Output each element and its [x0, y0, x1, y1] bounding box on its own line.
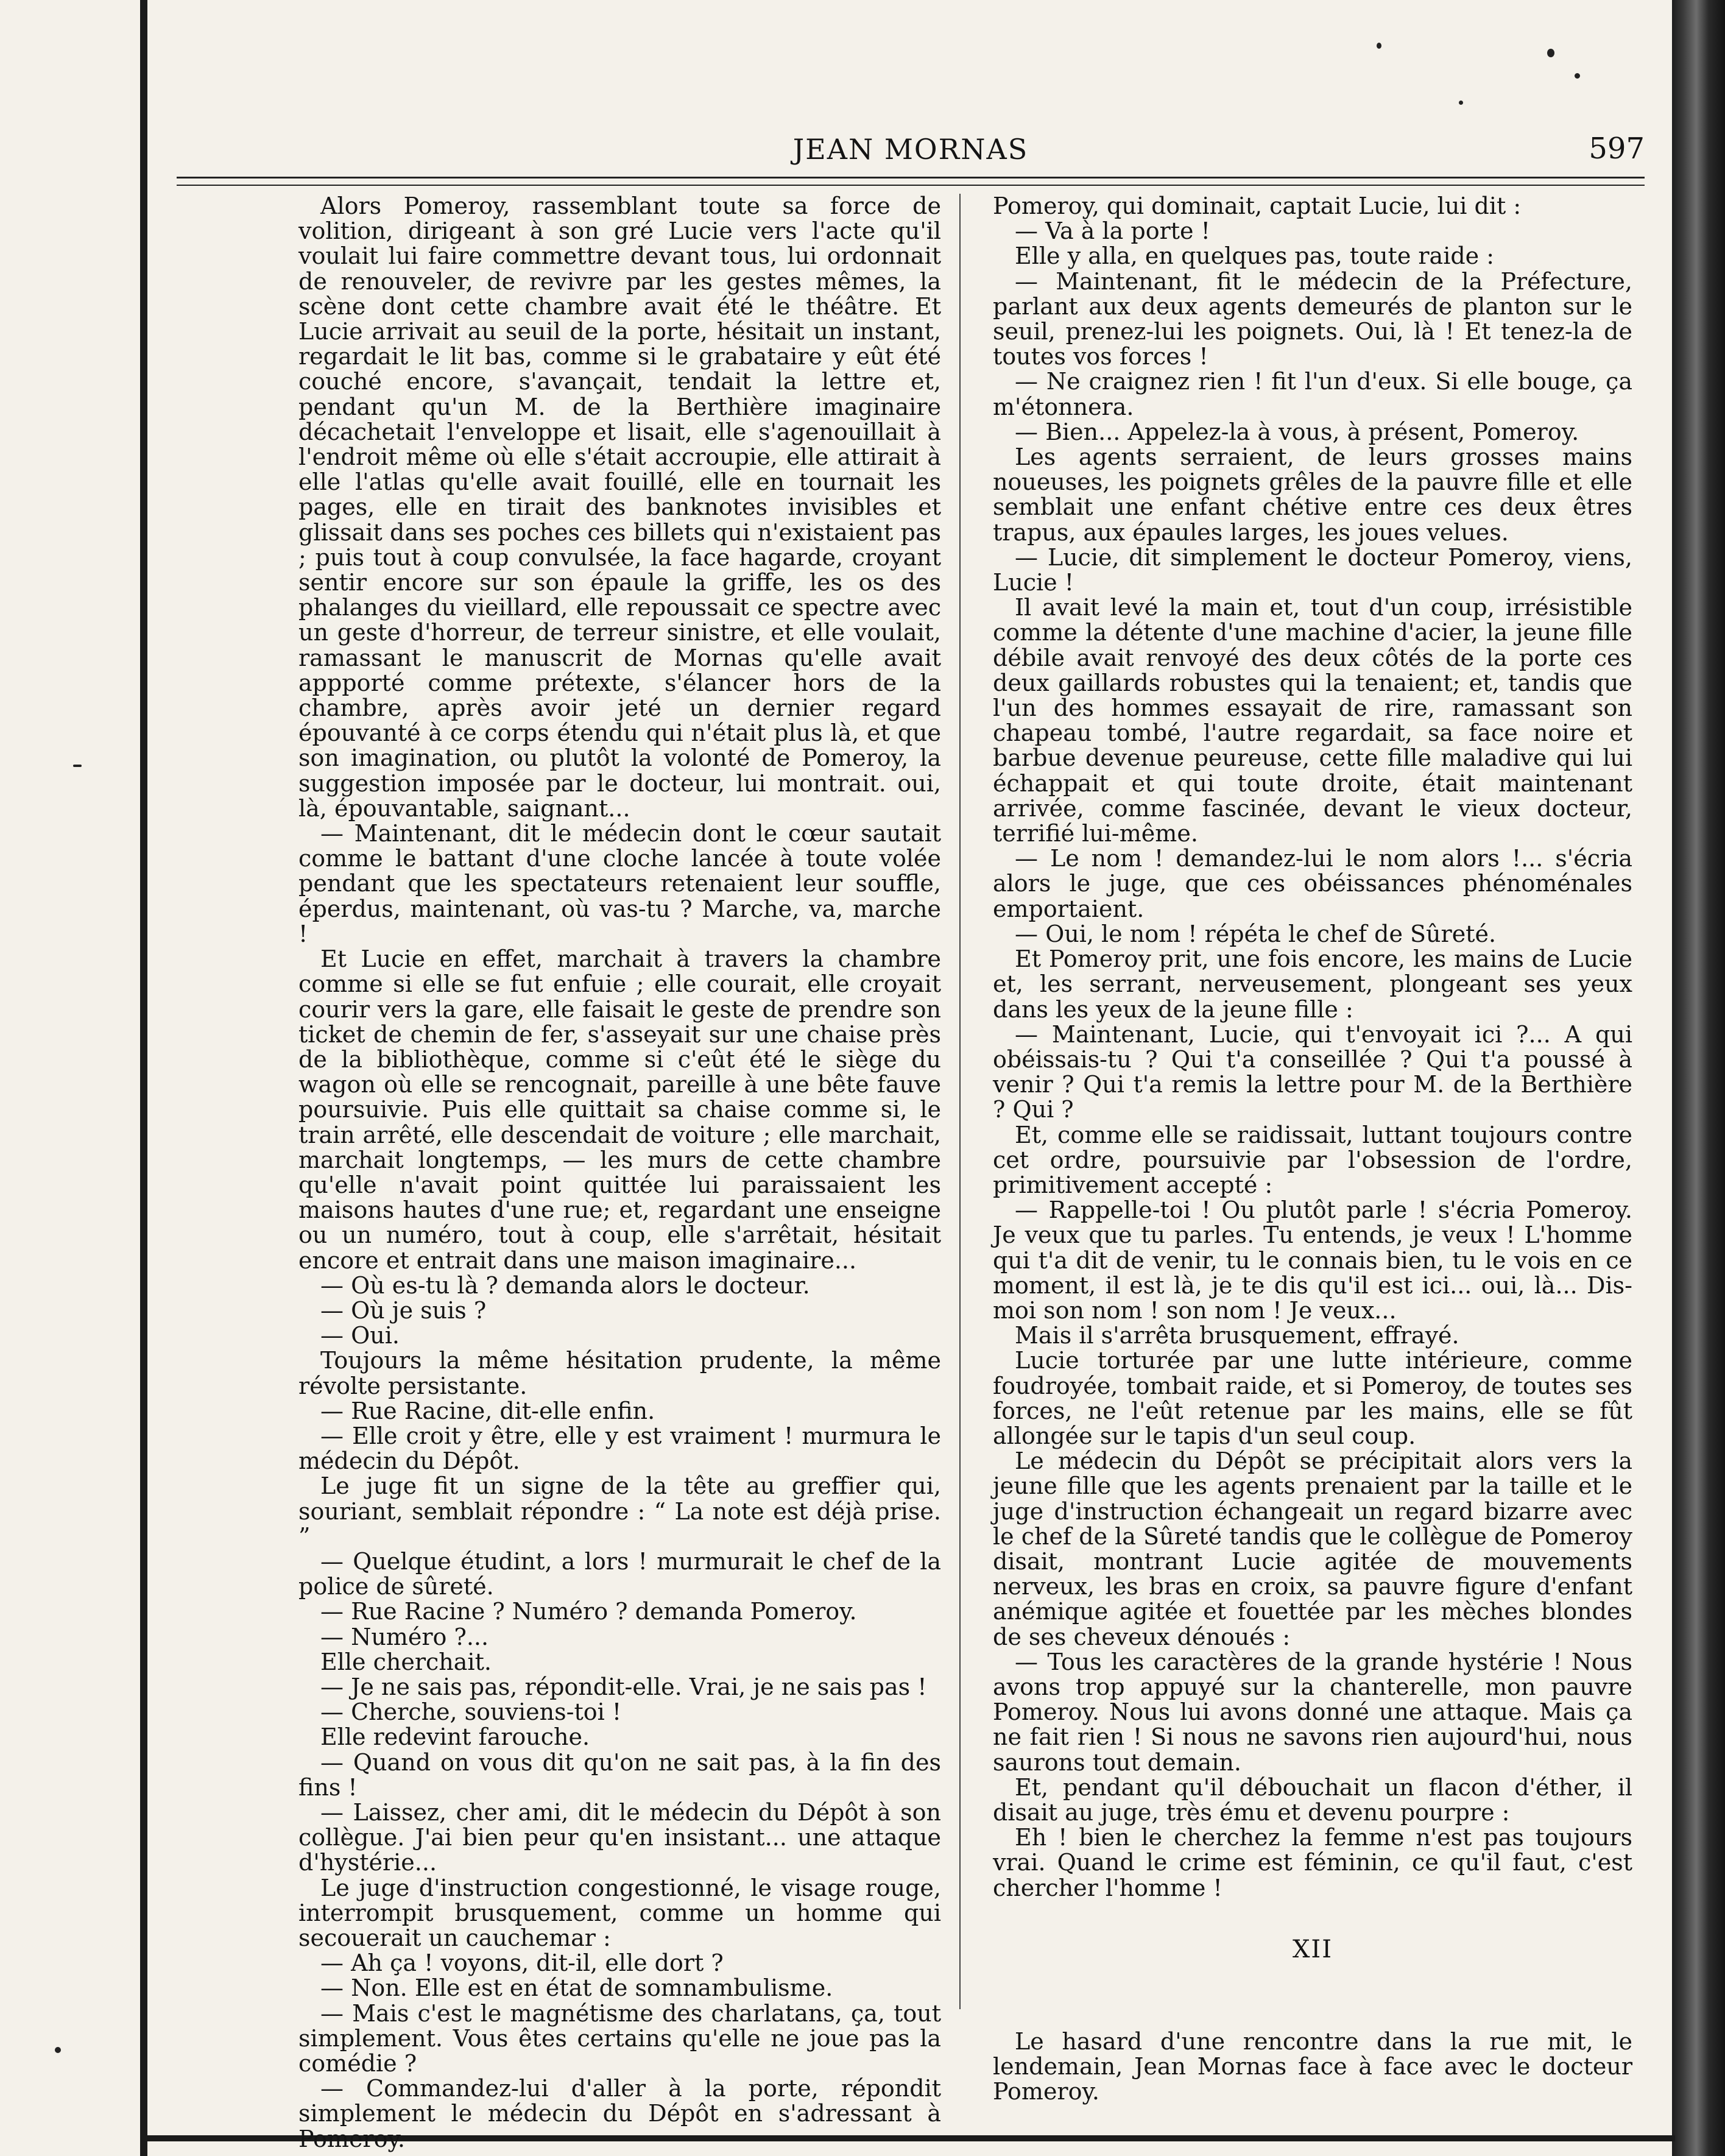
paragraph: — Maintenant, Lucie, qui t'envoyait ici ?... A qui obéissais-tu ? Qui t'a conseillée ? Qui t'a poussé à venir ? Qui t'a remis la lettre pour M. de la Berthière ? Qui ? [993, 1020, 1632, 1123]
paragraph: — Laissez, cher ami, dit le médecin du Dépôt à son collègue. J'ai bien peur qu'en insistant... une attaque d'hystérie... [298, 1799, 941, 1876]
page-header [177, 129, 1645, 172]
paragraph: — Commandez-lui d'aller à la porte, répondit simplement le médecin du Dépôt en s'adressant à Pomeroy. [298, 2075, 941, 2152]
paragraph: — Oui, le nom ! répéta le chef de Sûreté. [1015, 920, 1497, 947]
ink-speck [1575, 73, 1580, 79]
left-margin-rule [140, 0, 147, 2156]
paragraph: — Lucie, dit simplement le docteur Pomeroy, viens, Lucie ! [993, 543, 1632, 596]
paragraph: Mais il s'arrêta brusquement, effrayé. [1015, 1322, 1459, 1349]
paragraph: Il avait levé la main et, tout d'un coup, irrésistible comme la détente d'une machine d'acier, la jeune fille débile avait renvoyé des deux côtés de la porte ces deux gaillards robustes qui la tenaient; et, tandis que l'un des hommes essayait de rire, ramassant son chapeau tombé, l'autre regardait, sa face noire et barbue devenue peureuse, cette fille maladive qui lui échappait et qui toute droite, était maintenant arrivée, comme fascinée, devant le vieux docteur, terrifié lui-même. [993, 594, 1632, 847]
paragraph: Eh ! bien le cherchez la femme n'est pas toujours vrai. Quand le crime est féminin, ce qu'il faut, c'est chercher l'homme ! [993, 1824, 1632, 1901]
paragraph: — Tous les caractères de la grande hystérie ! Nous avons trop appuyé sur la chanterelle, mon pauvre Pomeroy. Nous lui avons donné une attaque. Mais ça ne fait rien ! Si nous ne savons rien aujourd'hui, nous saurons tout demain. [993, 1648, 1632, 1776]
paragraph: Et Pomeroy prit, une fois encore, les mains de Lucie et, les serrant, nerveusement, plongeant ses yeux dans les yeux de la jeune fille : [993, 945, 1632, 1023]
paragraph: — Ah ça ! voyons, dit-il, elle dort ? [320, 1949, 724, 1977]
column-divider [959, 194, 961, 2009]
paragraph: — Ne craignez rien ! fit l'un d'eux. Si elle bouge, ça m'étonnera. [993, 368, 1632, 420]
paragraph: — Où es-tu là ? demanda alors le docteur. [320, 1271, 810, 1299]
paragraph: — Cherche, souviens-toi ! [320, 1698, 622, 1726]
paragraph: — Non. Elle est en état de somnambulisme. [320, 1974, 833, 2002]
page-binding-edge [1672, 0, 1725, 2156]
paragraph: — Maintenant, fit le médecin de la Préfecture, parlant aux deux agents demeurés de planton sur le seuil, prenez-lui les poignets. Oui, là ! Et tenez-la de toutes vos forces ! [993, 267, 1632, 370]
paragraph: Les agents serraient, de leurs grosses mains noueuses, les poignets grêles de la pauvre fille et elle semblait une enfant chétive entre ces deux êtres trapus, aux épaules larges, les joues velues. [993, 444, 1632, 546]
paragraph: — Elle croit y être, elle y est vraiment ! murmura le médecin du Dépôt. [298, 1422, 941, 1475]
paragraph: — Bien... Appelez-la à vous, à présent, Pomeroy. [1015, 418, 1579, 445]
ink-speck [1547, 49, 1554, 57]
page-number: 597 [1589, 132, 1645, 166]
paragraph: Et, comme elle se raidissait, luttant toujours contre cet ordre, poursuivie par l'obsession de l'ordre, primitivement accepté : [993, 1121, 1632, 1198]
chapter-opening-paragraph: Le hasard d'une rencontre dans la rue mit, le lendemain, Jean Mornas face à face avec le docteur Pomeroy. [993, 2028, 1632, 2105]
paragraph: Lucie torturée par une lutte intérieure, comme foudroyée, tombait raide, et si Pomeroy, de toutes ses forces, ne l'eût retenue par les mains, elle se fût allongée sur le tapis d'un seul coup. [993, 1347, 1632, 1449]
ink-speck [1377, 43, 1381, 49]
paragraph: — Je ne sais pas, répondit-elle. Vrai, je ne sais pas ! [320, 1673, 927, 1700]
paragraph: — Rue Racine, dit-elle enfin. [320, 1397, 655, 1424]
paragraph: — Quand on vous dit qu'on ne sait pas, à la fin des fins ! [298, 1748, 941, 1801]
right-text-column [993, 193, 1632, 2105]
paragraph: — Où je suis ? [320, 1296, 487, 1324]
paragraph: Et Lucie en effet, marchait à travers la chambre comme si elle se fut enfuie ; elle courait, elle croyait courir vers la gare, elle faisait le geste de prendre son ticket de chemin de fer, s'asseyait sur une chaise près de la bibliothèque, comme si c'eût été le siège du wagon où elle se rencognait, pareille à une bête fauve poursuivie. Puis elle quittait sa chaise comme si, le train arrêté, elle descendait de voiture ; elle marchait, marchait longtemps, — les murs de cette chambre qu'elle n'avait point quittée lui paraissaient les maisons hautes d'une rue; et, regardant une enseigne ou un numéro, tout à coup, elle s'arrêtait, hésitait encore et entrait dans une maison imaginaire... [298, 945, 941, 1274]
paragraph: — Rappelle-toi ! Ou plutôt parle ! s'écria Pomeroy. Je veux que tu parles. Tu entends, je veux ! L'homme qui t'a dit de venir, tu le connais bien, tu le vois en ce moment, il est là, je te dis qu'il est ici... oui, là... Dis-moi son nom ! son nom ! Je veux... [993, 1196, 1632, 1324]
paragraph: Et, pendant qu'il débouchait un flacon d'éther, il disait au juge, très ému et devenu pourpre : [993, 1773, 1632, 1826]
paragraph: Elle redevint farouche. [320, 1723, 590, 1751]
left-text-column [298, 193, 941, 2152]
paragraph: — Rue Racine ? Numéro ? demanda Pomeroy. [320, 1598, 857, 1625]
paragraph: Le juge fit un signe de la tête au greffier qui, souriant, semblait répondre : “ La note est déjà prise. ” [298, 1472, 941, 1550]
paragraph: Elle y alla, en quelques pas, toute raide : [1015, 242, 1495, 270]
paragraph: Le juge d'instruction congestionné, le visage rouge, interrompit brusquement, comme un homme qui secouerait un cauchemar : [298, 1874, 941, 1952]
header-rule [177, 177, 1645, 186]
ink-speck [1459, 101, 1463, 105]
paragraph: — Maintenant, dit le médecin dont le cœur sautait comme le battant d'une cloche lancée à toute volée pendant que les spectateurs retenaient leur souffle, éperdus, maintenant, où vas-tu ? Marche, va, marche ! [298, 820, 941, 947]
ink-speck [55, 2047, 61, 2053]
running-title: JEAN MORNAS [792, 133, 1029, 166]
chapter-heading: XII [1292, 1935, 1333, 1963]
paragraph: — Le nom ! demandez-lui le nom alors !... s'écria alors le juge, que ces obéissances phénoménales emportaient. [993, 845, 1632, 922]
ink-speck [73, 765, 82, 767]
paragraph: Elle cherchait. [320, 1648, 492, 1675]
paragraph: Toujours la même hésitation prudente, la même révolte persistante. [298, 1347, 941, 1399]
paragraph: — Oui. [320, 1322, 400, 1349]
paragraph: — Va à la porte ! [1015, 217, 1210, 245]
paragraph: Alors Pomeroy, rassemblant toute sa force de volition, dirigeant à son gré Lucie vers l'acte qu'il voulait lui faire commettre devant tous, lui ordonnait de renouveler, de revivre par les gestes mêmes, la scène dont cette chambre avait été le théâtre. Et Lucie arrivait au seuil de la porte, hésitait un instant, regardait le lit bas, comme si le grabataire y eût été couché encore, s'avançait, tendait la lettre et, pendant qu'un M. de la Berthière imaginaire décachetait l'enveloppe et lisait, elle s'agenouillait à l'endroit même où elle s'était accroupie, elle attirait à elle l'atlas qu'elle avait fouillé, elle en tournait les pages, elle en tirait des banknotes invisibles et glissait dans ses poches ces billets qui n'existaient pas ; puis tout à coup convulsée, la face hagarde, croyant sentir encore sur son épaule la griffe, les os des phalanges du vieillard, elle repoussait ce spectre avec un geste d'horreur, de terreur sinistre, et elle voulait, ramassant le manuscrit de Mornas qu'elle avait appporté comme prétexte, s'élancer hors de la chambre, après avoir jeté un dernier regard épouvanté à ce corps étendu qui n'était plus là, et que son imagination, ou plutôt la volonté de Pomeroy, la suggestion imposée par le docteur, lui montrait. oui, là, épouvantable, saignant... [298, 193, 941, 822]
paragraph: Le médecin du Dépôt se précipitait alors vers la jeune fille que les agents prenaient par la taille et le juge d'instruction échangeait un regard bizarre avec le chef de la Sûreté tandis que le collègue de Pomeroy disait, montrant Lucie agitée de mouvements nerveux, les bras en croix, sa pauvre figure d'enfant anémique agitée et fouettée par les mèches blondes de ses cheveux dénoués : [993, 1447, 1632, 1650]
paragraph: — Numéro ?... [320, 1623, 489, 1650]
paragraph: Pomeroy, qui dominait, captait Lucie, lui dit : [993, 193, 1522, 219]
paragraph: — Quelque étudint, a lors ! murmurait le chef de la police de sûreté. [298, 1547, 941, 1600]
paragraph: — Mais c'est le magnétisme des charlatans, ça, tout simplement. Vous êtes certains qu'elle ne joue pas la comédie ? [298, 1999, 941, 2077]
